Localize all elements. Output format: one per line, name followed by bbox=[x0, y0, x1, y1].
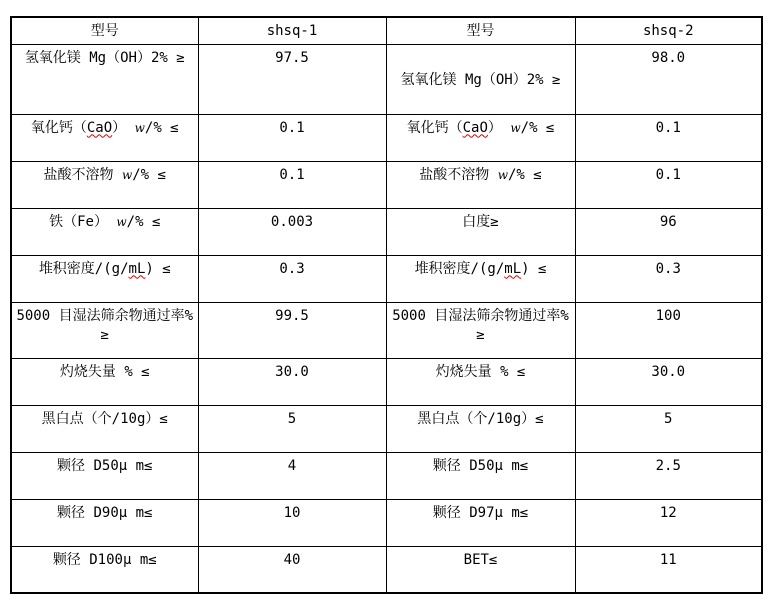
cell-text: 5 bbox=[287, 410, 297, 427]
label-cell bbox=[386, 44, 575, 114]
value-cell bbox=[575, 302, 762, 358]
cell-text: 5000 目湿法筛余物通过率% bbox=[16, 307, 194, 324]
label-cell bbox=[386, 161, 575, 208]
spec-table-body bbox=[11, 17, 762, 593]
value-cell bbox=[575, 452, 762, 499]
value-cell bbox=[198, 44, 386, 114]
cell-text: 100 bbox=[655, 307, 681, 324]
value-cell bbox=[198, 546, 386, 593]
cell-text: 颗径 D100μ m≤ bbox=[52, 551, 157, 568]
label-cell bbox=[11, 546, 198, 593]
value-cell bbox=[198, 358, 386, 405]
cell-text: 0.3 bbox=[279, 260, 305, 277]
cell-text: 0.1 bbox=[655, 166, 681, 183]
label-cell bbox=[11, 358, 198, 405]
table-row bbox=[11, 255, 762, 302]
cell-text: w bbox=[510, 120, 521, 135]
cell-text: 氢氧化镁 Mg（OH）2% ≥ bbox=[24, 49, 185, 66]
label-cell bbox=[386, 358, 575, 405]
cell-text: 12 bbox=[659, 504, 677, 521]
cell-text: 97.5 bbox=[275, 49, 309, 66]
value-cell bbox=[198, 405, 386, 452]
cell-text: /% ≤ bbox=[126, 213, 161, 230]
cell-text: ） bbox=[112, 119, 135, 136]
cell-text: 5 bbox=[664, 410, 673, 427]
table-row bbox=[11, 546, 762, 593]
cell-text: 颗径 D50μ m≤ bbox=[432, 457, 529, 474]
header-cell bbox=[198, 17, 386, 44]
label-cell bbox=[11, 452, 198, 499]
table-row bbox=[11, 114, 762, 161]
value-cell bbox=[198, 255, 386, 302]
label-cell bbox=[11, 255, 198, 302]
cell-text: w bbox=[121, 167, 133, 182]
cell-text: ) ≤ bbox=[521, 260, 547, 277]
cell-text: ≥ bbox=[476, 327, 485, 344]
cell-text: ≥ bbox=[100, 327, 109, 344]
value-cell bbox=[575, 358, 762, 405]
cell-text: 10 bbox=[283, 504, 301, 521]
header-cell bbox=[575, 17, 762, 44]
cell-text: 白度≥ bbox=[462, 213, 499, 230]
label-cell bbox=[386, 302, 575, 358]
cell-text: 2.5 bbox=[655, 457, 681, 474]
cell-text: /% ≤ bbox=[132, 166, 166, 183]
label-cell bbox=[11, 44, 198, 114]
label-cell bbox=[11, 405, 198, 452]
label-cell bbox=[386, 255, 575, 302]
value-cell bbox=[198, 302, 386, 358]
cell-text: 0.1 bbox=[279, 166, 305, 183]
table-row bbox=[11, 44, 762, 114]
cell-text: ) ≤ bbox=[145, 260, 171, 277]
label-cell bbox=[386, 208, 575, 255]
value-cell bbox=[198, 499, 386, 546]
cell-text: shsq-1 bbox=[266, 23, 318, 39]
table-row bbox=[11, 499, 762, 546]
cell-text: 96 bbox=[659, 213, 677, 230]
cell-text: /% ≤ bbox=[520, 119, 555, 136]
cell-text: w bbox=[134, 120, 145, 135]
cell-text: 氧化钙（ bbox=[30, 119, 87, 136]
cell-text: 黑白点（个/10g）≤ bbox=[417, 410, 544, 427]
cell-text: w bbox=[116, 214, 127, 229]
label-cell bbox=[11, 114, 198, 161]
cell-text: 铁（Fe） bbox=[49, 213, 117, 230]
cell-text: 11 bbox=[659, 551, 677, 568]
value-cell bbox=[575, 405, 762, 452]
label-cell bbox=[386, 546, 575, 593]
cell-text: 0.1 bbox=[279, 119, 305, 136]
cell-text: 黑白点（个/10g）≤ bbox=[41, 410, 168, 427]
cell-text: 型号 bbox=[90, 23, 119, 39]
value-cell bbox=[198, 452, 386, 499]
label-cell bbox=[11, 161, 198, 208]
cell-text: 盐酸不溶物 bbox=[419, 166, 498, 183]
value-cell bbox=[198, 208, 386, 255]
cell-text: 型号 bbox=[466, 23, 495, 39]
cell-text: 堆积密度/(g/ bbox=[38, 260, 129, 277]
cell-text: 0.1 bbox=[655, 119, 681, 136]
header-cell bbox=[11, 17, 198, 44]
value-cell bbox=[575, 161, 762, 208]
cell-text: 0.3 bbox=[655, 260, 681, 277]
table-row bbox=[11, 452, 762, 499]
spellcheck-underlined-text: CaO bbox=[86, 119, 113, 136]
spellcheck-underlined-text: mL bbox=[128, 260, 146, 277]
cell-text: shsq-2 bbox=[642, 23, 694, 39]
cell-text: 30.0 bbox=[651, 363, 686, 380]
cell-text: 0.003 bbox=[270, 213, 314, 230]
spellcheck-underlined-text: mL bbox=[504, 260, 522, 277]
cell-text: 99.5 bbox=[275, 307, 309, 324]
cell-text: 30.0 bbox=[275, 363, 309, 380]
table-row bbox=[11, 405, 762, 452]
value-cell bbox=[198, 161, 386, 208]
cell-text: 颗径 D97μ m≤ bbox=[432, 504, 529, 521]
cell-text: BET≤ bbox=[463, 551, 498, 568]
value-cell bbox=[575, 255, 762, 302]
cell-text: 盐酸不溶物 bbox=[43, 166, 122, 183]
spec-table bbox=[10, 16, 763, 594]
spellcheck-underlined-text: CaO bbox=[462, 119, 488, 136]
value-cell bbox=[198, 114, 386, 161]
table-row bbox=[11, 208, 762, 255]
table-row bbox=[11, 302, 762, 358]
label-cell bbox=[386, 499, 575, 546]
value-cell bbox=[575, 546, 762, 593]
table-row bbox=[11, 161, 762, 208]
cell-text: 5000 目湿法筛余物通过率% bbox=[392, 307, 569, 324]
label-cell bbox=[11, 499, 198, 546]
header-cell bbox=[386, 17, 575, 44]
cell-text: 灼烧失量 % ≤ bbox=[59, 363, 150, 380]
cell-text: 氧化钙（ bbox=[406, 119, 463, 136]
cell-text: 颗径 D50μ m≤ bbox=[57, 457, 153, 474]
label-cell bbox=[386, 114, 575, 161]
cell-text: 氢氧化镁 Mg（OH）2% ≥ bbox=[400, 72, 561, 89]
header-row bbox=[11, 17, 762, 44]
label-cell bbox=[11, 302, 198, 358]
cell-text: 4 bbox=[287, 457, 297, 474]
cell-text: 灼烧失量 % ≤ bbox=[435, 363, 526, 380]
value-cell bbox=[575, 499, 762, 546]
label-cell bbox=[386, 405, 575, 452]
label-cell bbox=[386, 452, 575, 499]
cell-text: 堆积密度/(g/ bbox=[414, 260, 505, 277]
cell-text: w bbox=[497, 167, 508, 182]
cell-text: /% ≤ bbox=[508, 166, 542, 183]
table-row bbox=[11, 358, 762, 405]
cell-text: 颗径 D90μ m≤ bbox=[57, 504, 153, 521]
cell-text: 98.0 bbox=[651, 49, 686, 66]
cell-text: ） bbox=[487, 119, 511, 136]
cell-text: /% ≤ bbox=[144, 119, 179, 136]
value-cell bbox=[575, 208, 762, 255]
label-cell bbox=[11, 208, 198, 255]
value-cell bbox=[575, 44, 762, 114]
value-cell bbox=[575, 114, 762, 161]
cell-text: 40 bbox=[283, 551, 301, 568]
